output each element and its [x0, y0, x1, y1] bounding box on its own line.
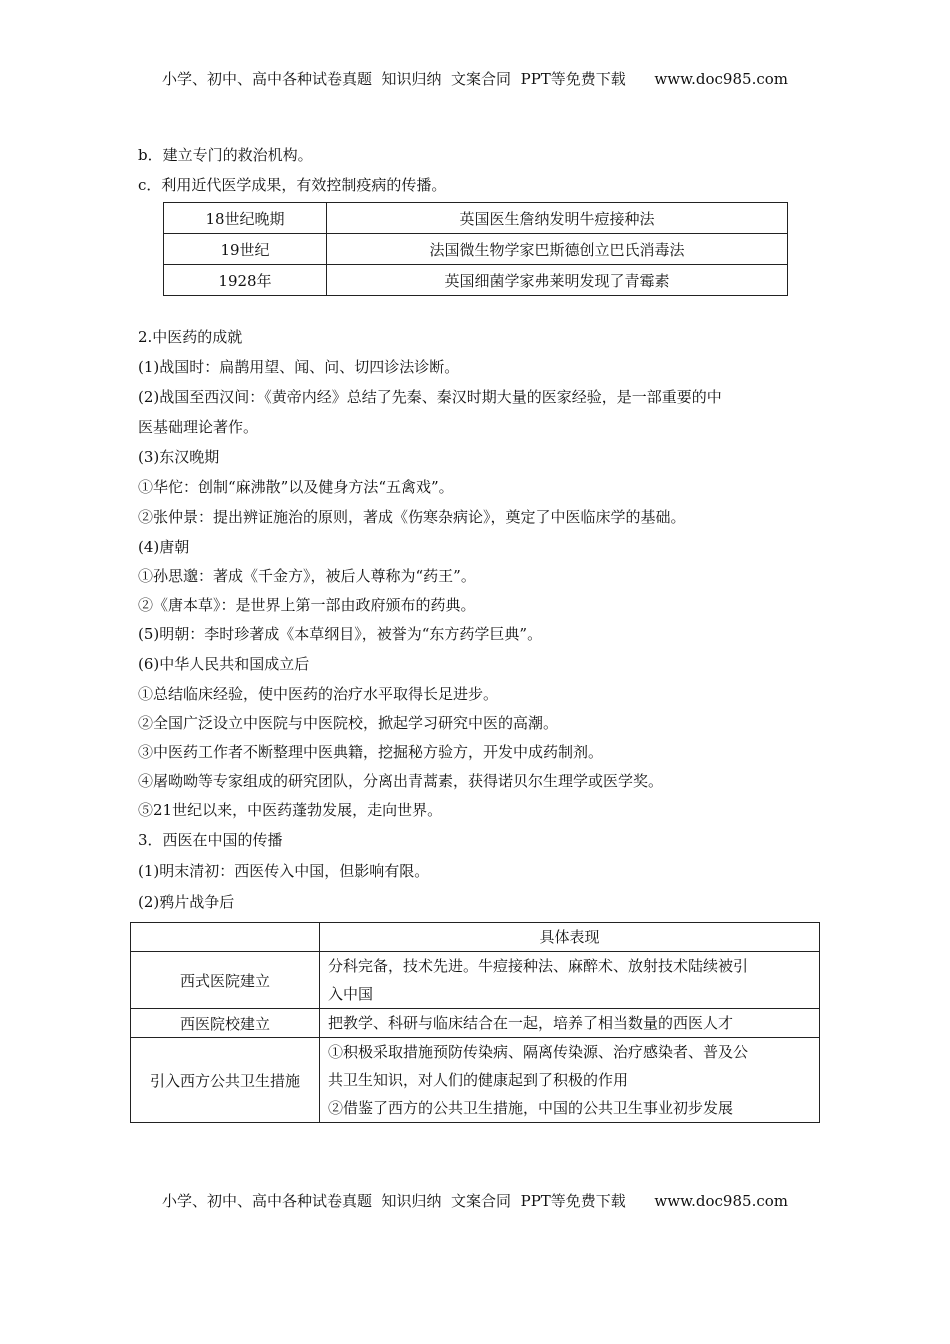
table-cell: 英国细菌学家弗莱明发现了青霉素: [327, 265, 788, 296]
table-cell: [320, 1038, 820, 1123]
table-row: [164, 234, 788, 265]
table-row: [164, 265, 788, 296]
table-row: [164, 203, 788, 234]
western-medicine-table: [130, 922, 820, 1123]
vaccine-history-table: [163, 202, 788, 296]
text-line: ③中医药工作者不断整理中医典籍，挖掘秘方验方，开发中成药制剂。: [138, 743, 604, 761]
table-cell: 西式医院建立: [131, 952, 320, 1009]
table-header-cell: [131, 923, 320, 952]
text-line: (3)东汉晚期: [138, 448, 220, 466]
table-cell: 英国医生詹纳发明牛痘接种法: [327, 203, 788, 234]
table-row: [131, 952, 820, 1009]
table-cell: 18世纪晚期: [164, 203, 327, 234]
text-line: (4)唐朝: [138, 538, 190, 556]
text-line: ①孙思邈：著成《千金方》，被后人尊称为“药王”。: [138, 567, 476, 585]
page-header: 小学、初中、高中各种试卷真题 知识归纳 文案合同 PPT等免费下载 www.doc985.com: [161, 70, 788, 88]
table-header-row: [131, 923, 820, 952]
table-cell: 法国微生物学家巴斯德创立巴氏消毒法: [327, 234, 788, 265]
text-line: (5)明朝：李时珍著成《本草纲目》，被誉为“东方药学巨典”。: [138, 625, 543, 643]
text-line: (6)中华人民共和国成立后: [138, 655, 310, 673]
cell-line: ②借鉴了西方的公共卫生措施，中国的公共卫生事业初步发展: [328, 1099, 734, 1117]
text-line: ②《唐本草》：是世界上第一部由政府颁布的药典。: [138, 596, 476, 614]
table-cell: [320, 952, 820, 1009]
text-line: (1)明末清初：西医传入中国，但影响有限。: [138, 862, 430, 880]
text-line: ②张仲景：提出辨证施治的原则，著成《伤寒杂病论》，奠定了中医临床学的基础。: [138, 508, 686, 526]
section-heading: 3．西医在中国的传播: [138, 831, 283, 849]
text-line: ①华佗：创制“麻沸散”以及健身方法“五禽戏”。: [138, 478, 454, 496]
table-header-cell: 具体表现: [320, 923, 820, 952]
cell-line: 把教学、科研与临床结合在一起，培养了相当数量的西医人才: [328, 1014, 734, 1032]
page-footer: 小学、初中、高中各种试卷真题 知识归纳 文案合同 PPT等免费下载 www.doc985.com: [161, 1192, 788, 1210]
text-line: (1)战国时：扁鹊用望、闻、问、切四诊法诊断。: [138, 358, 460, 376]
table-cell: [320, 1009, 820, 1038]
text-line: b．建立专门的救治机构。: [138, 146, 313, 164]
text-line: c．利用近代医学成果，有效控制疫病的传播。: [138, 176, 447, 194]
text-line: ①总结临床经验，使中医药的治疗水平取得长足进步。: [138, 685, 499, 703]
cell-line: 分科完备，技术先进。牛痘接种法、麻醉术、放射技术陆续被引: [328, 957, 749, 975]
text-line: 医基础理论著作。: [138, 418, 259, 436]
table-row: [131, 1038, 820, 1123]
cell-line: 共卫生知识，对人们的健康起到了积极的作用: [328, 1071, 629, 1089]
text-line: ④屠呦呦等专家组成的研究团队，分离出青蒿素，获得诺贝尔生理学或医学奖。: [138, 772, 664, 790]
table-cell: 19世纪: [164, 234, 327, 265]
table-cell: 1928年: [164, 265, 327, 296]
table-cell: 引入西方公共卫生措施: [131, 1038, 320, 1123]
text-line: ②全国广泛设立中医院与中医院校，掀起学习研究中医的高潮。: [138, 714, 559, 732]
section-heading: 2.中医药的成就: [138, 328, 243, 346]
table-cell: 西医院校建立: [131, 1009, 320, 1038]
text-line: (2)鸦片战争后: [138, 893, 235, 911]
text-line: (2)战国至西汉间：《黄帝内经》总结了先秦、秦汉时期大量的医家经验，是一部重要的中: [138, 388, 722, 406]
table-row: [131, 1009, 820, 1038]
text-line: ⑤21世纪以来，中医药蓬勃发展，走向世界。: [138, 801, 443, 819]
cell-line: ①积极采取措施预防传染病、隔离传染源、治疗感染者、普及公: [328, 1043, 749, 1061]
cell-line: 入中国: [328, 985, 374, 1003]
